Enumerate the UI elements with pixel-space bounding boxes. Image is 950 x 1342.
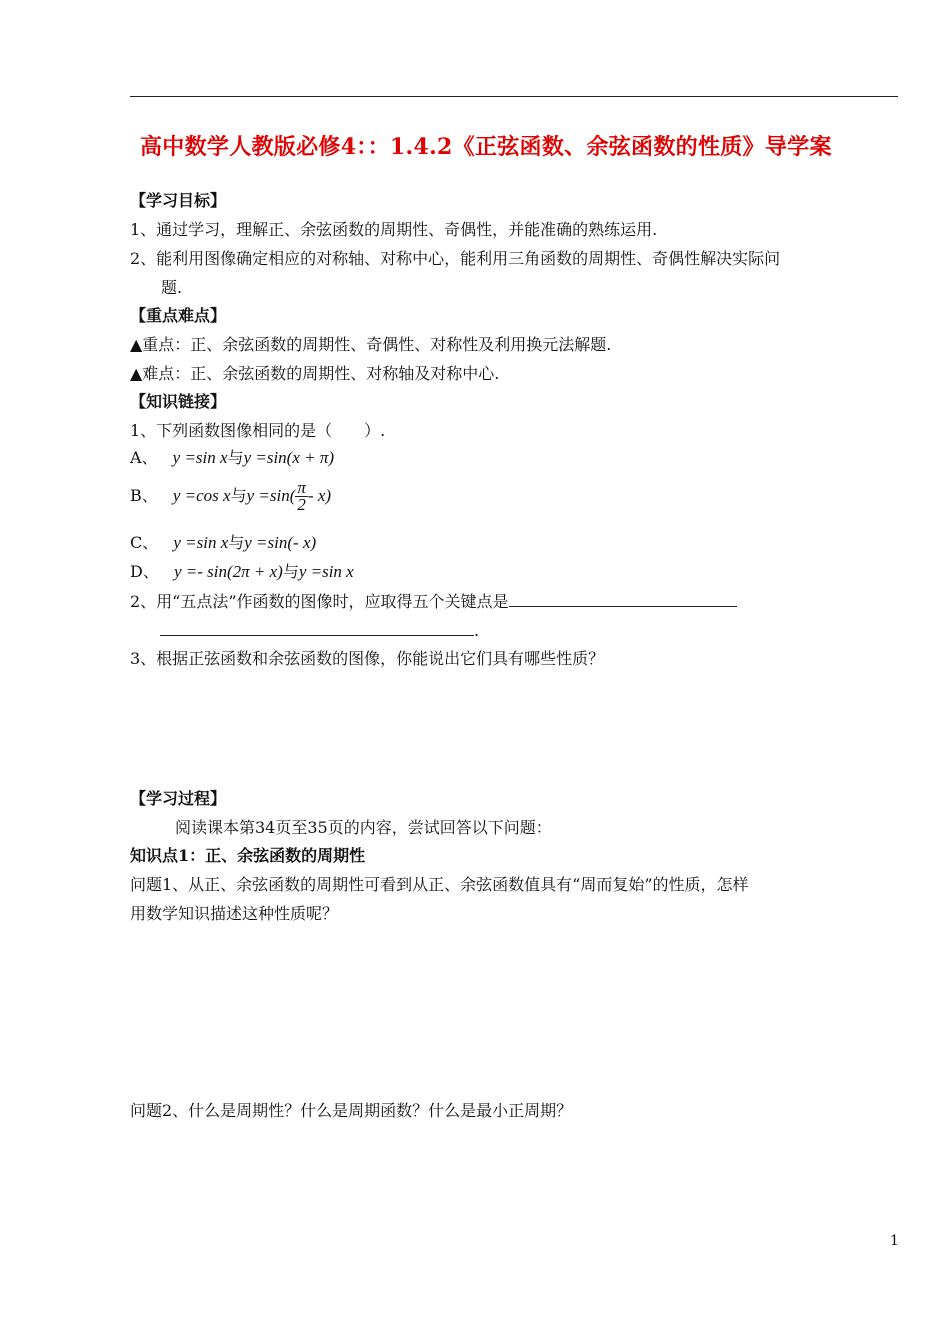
goal-2-cont: 题. [161,278,183,297]
goal-2: 2、能利用图像确定相应的对称轴、对称中心，能利用三角函数的周期性、奇偶性解决实际问 [130,249,781,268]
option-d-connector: 与 [282,562,299,581]
option-d-left-formula: y =- sin(2π + x) [173,562,283,581]
link-heading: 【知识链接】 [130,392,227,411]
question-3: 3、根据正弦函数和余弦函数的图像，你能说出它们具有哪些性质？ [130,649,605,668]
fraction-numerator: π [297,478,306,497]
option-a-left-formula: y =sin x [172,448,228,467]
option-c-connector: 与 [228,533,245,552]
reading-instruction: 阅读课本第34页至35页的内容，尝试回答以下问题： [175,818,552,837]
header-rule [130,96,898,97]
option-b [130,480,331,513]
difficulty-point: ▲难点：正、余弦函数的周期性、对称轴及对称中心. [130,364,500,383]
option-b-right-pre: y =sin( [246,486,296,505]
knowledge-point-1: 知识点1：正、余弦函数的周期性 [130,846,366,865]
document-title: 高中数学人教版必修4：：1.4.2《正弦函数、余弦函数的性质》导学案 [140,134,832,160]
option-b-left-formula: y =cos x [172,486,231,505]
option-b-right-post: - x) [307,486,332,505]
option-a-connector: 与 [227,448,244,467]
option-a-right-formula: y =sin(x + π) [243,448,335,467]
question-2 [130,591,737,613]
option-c-label: C、 [130,533,159,552]
option-d-right-formula: y =sin x [298,562,354,581]
question-2-text: 2、用“五点法”作函数的图像时，应取得五个关键点是 [130,592,509,611]
option-a-label: A、 [130,448,158,467]
problem-2: 问题2、什么是周期性？什么是周期函数？什么是最小正周期？ [130,1101,573,1120]
process-heading: 【学习过程】 [130,789,227,808]
option-d-label: D、 [130,562,159,581]
option-c [130,532,316,554]
option-d [130,561,354,583]
option-a [130,447,334,469]
fraction-denominator: 2 [297,495,306,514]
page-number: 1 [890,1233,899,1249]
goal-1: 1、通过学习，理解正、余弦函数的周期性、奇偶性，并能准确的熟练运用. [130,220,658,239]
option-b-fraction [295,480,308,513]
question-2-end: . [474,621,480,640]
option-b-connector: 与 [230,486,247,505]
option-b-label: B、 [130,486,158,505]
goals-heading: 【学习目标】 [130,191,227,210]
problem-1-cont: 用数学知识描述这种性质呢？ [130,904,339,923]
question-1: 1、下列函数图像相同的是（ ）. [130,421,386,440]
answer-blank-2[interactable] [160,621,474,636]
option-c-left-formula: y =sin x [173,533,229,552]
question-2-cont [160,620,479,642]
answer-blank-1[interactable] [509,592,737,607]
key-point: ▲重点：正、余弦函数的周期性、奇偶性、对称性及利用换元法解题. [130,335,612,354]
problem-1: 问题1、从正、余弦函数的周期性可看到从正、余弦函数值具有“周而复始”的性质，怎样 [130,875,749,894]
option-c-right-formula: y =sin(- x) [244,533,317,552]
key-heading: 【重点难点】 [130,306,227,325]
